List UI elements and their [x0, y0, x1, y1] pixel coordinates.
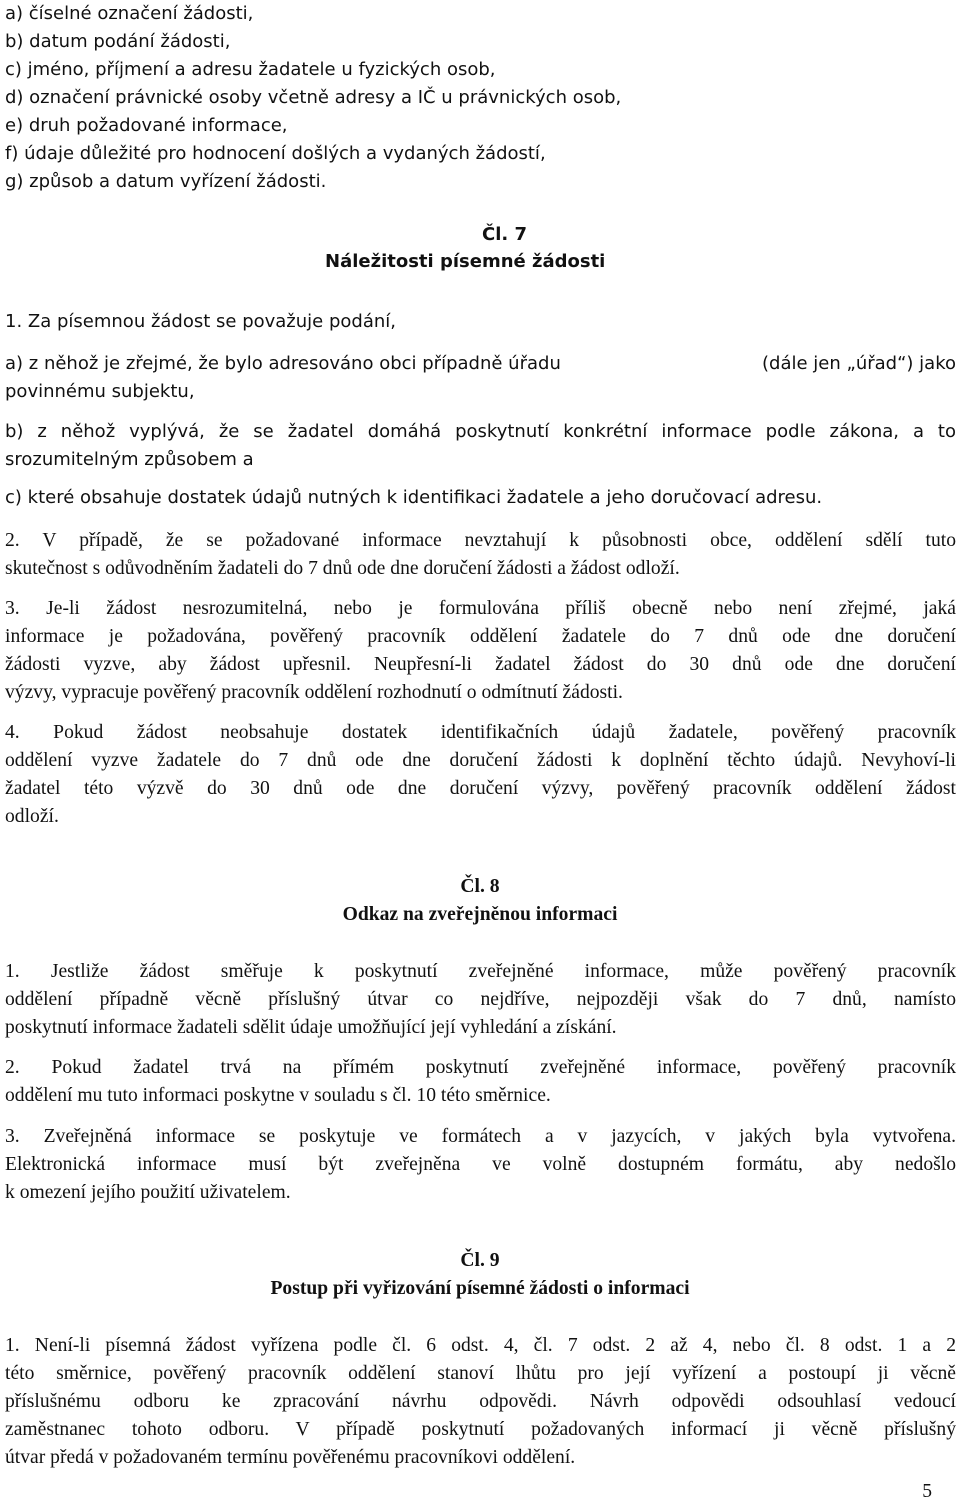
paragraph-intro: 1. Za písemnou žádost se považuje podání, [5, 311, 396, 332]
paragraph-line: zaměstnanec tohoto odboru. V případě poskytnutí požadovaných informací ji věcně příslušný [5, 1419, 956, 1440]
paragraph-line: 3. Zveřejněná informace se poskytuje ve formátech a v jazycích, v jakých byla vytvořena. [5, 1126, 956, 1147]
paragraph-line: povinnému subjektu, [5, 381, 195, 402]
paragraph-line: poskytnutí informace žadateli sdělit údaje umožňující její vyhledání a získání. [5, 1017, 617, 1038]
section-title-9: Postup při vyřizování písemné žádosti o informaci [270, 1278, 690, 1299]
paragraph-line: příslušnému odboru ke zpracování návrhu odpovědi. Návrh odpovědi odsouhlasí vedoucí [5, 1391, 956, 1412]
paragraph-line: 2. Pokud žadatel trvá na přímém poskytnutí zveřejněné informace, pověřený pracovník [5, 1057, 956, 1078]
paragraph-line: žádosti vyzve, aby žádost upřesnil. Neupřesní-li žadatel žádost do 30 dnů ode dne doručení [5, 654, 956, 675]
paragraph-line: útvar předá v požadovaném termínu pověřenému pracovníkovi oddělení. [5, 1447, 576, 1468]
paragraph-line: oddělení mu tuto informaci poskytne v souladu s čl. 10 této směrnice. [5, 1085, 551, 1106]
list-item: d) označení právnické osoby včetně adresy a IČ u právnických osob, [5, 87, 622, 108]
paragraph-line: Elektronická informace musí být zveřejněna ve volně dostupném formátu, aby nedošlo [5, 1154, 956, 1175]
paragraph-line: 2. V případě, že se požadované informace nevztahují k působnosti obce, oddělení sdělí tuto [5, 530, 956, 551]
paragraph-line: 3. Je-li žádost nesrozumitelná, nebo je formulována příliš obecně nebo není zřejmé, jaká [5, 598, 956, 619]
list-item: a) číselné označení žádosti, [5, 3, 254, 24]
paragraph-line: c) které obsahuje dostatek údajů nutných k identifikaci žadatele a jeho doručovací adresu. [5, 487, 823, 508]
paragraph-line: oddělení případně věcně příslušný útvar co nejdříve, nejpozději však do 7 dnů, namísto [5, 989, 956, 1010]
paragraph-line: b) z něhož vyplývá, že se žadatel domáhá poskytnutí konkrétní informace podle zákona, a to [5, 421, 956, 442]
list-item: f) údaje důležité pro hodnocení došlých a vydaných žádostí, [5, 143, 546, 164]
section-heading-8: Čl. 8 [460, 876, 500, 897]
paragraph-line: k omezení jejího použití uživatelem. [5, 1182, 291, 1203]
paragraph-line: výzvy, vypracuje pověřený pracovník oddělení rozhodnutí o odmítnutí žádosti. [5, 682, 623, 703]
paragraph-line: oddělení vyzve žadatele do 7 dnů ode dne doručení žádosti k doplnění těchto údajů. Nevyhoví-li [5, 750, 956, 771]
paragraph-line: odloží. [5, 806, 59, 827]
paragraph-line: srozumitelným způsobem a [5, 449, 254, 470]
section-heading-7: Čl. 7 [482, 224, 528, 245]
paragraph-line: 4. Pokud žádost neobsahuje dostatek identifikačních údajů žadatele, pověřený pracovník [5, 722, 956, 743]
section-heading-9: Čl. 9 [460, 1250, 500, 1271]
section-title-7: Náležitosti písemné žádosti [325, 251, 606, 272]
page-number: 5 [922, 1481, 932, 1502]
list-item: c) jméno, příjmení a adresu žadatele u fyzických osob, [5, 59, 496, 80]
paragraph-line: této směrnice, pověřený pracovník oddělení stanoví lhůtu pro její vyřízení a postoupí ji věcně [5, 1363, 956, 1384]
list-item: e) druh požadované informace, [5, 115, 288, 136]
paragraph-line: žadatel této výzvě do 30 dnů ode dne doručení výzvy, pověřený pracovník oddělení žádost [5, 778, 956, 799]
paragraph-line: (dále jen „úřad“) jako [762, 353, 956, 374]
paragraph-line: informace je požadována, pověřený pracovník oddělení žadatele do 7 dnů ode dne doručení [5, 626, 956, 647]
paragraph-line: skutečnost s odůvodněním žadateli do 7 dnů ode dne doručení žádosti a žádost odloží. [5, 558, 680, 579]
section-title-8: Odkaz na zveřejněnou informaci [342, 904, 618, 925]
paragraph-line: 1. Není-li písemná žádost vyřízena podle čl. 6 odst. 4, čl. 7 odst. 2 až 4, nebo čl. 8 odst. 1 a 2 [5, 1335, 956, 1356]
list-item: g) způsob a datum vyřízení žádosti. [5, 171, 327, 192]
paragraph-line: 1. Jestliže žádost směřuje k poskytnutí zveřejněné informace, může pověřený pracovník [5, 961, 956, 982]
list-item: b) datum podání žádosti, [5, 31, 231, 52]
paragraph-line: a) z něhož je zřejmé, že bylo adresováno obci případně úřadu [5, 353, 561, 374]
